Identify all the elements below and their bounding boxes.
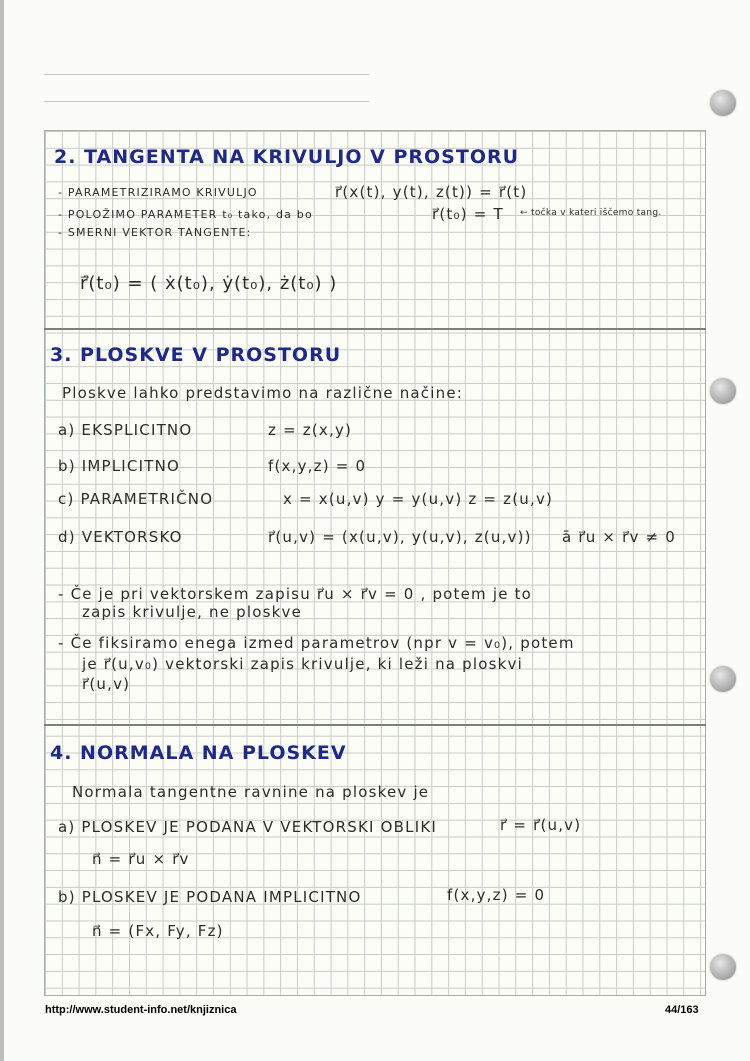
binder-hole xyxy=(710,90,736,116)
section-3-note-2-cont: r⃗(u,v) xyxy=(82,675,131,693)
section-3-note-1-cont: zapis krivulje, ne ploskve xyxy=(82,603,303,621)
binder-hole xyxy=(710,954,736,980)
section-4-case-b-formula: f(x,y,z) = 0 xyxy=(447,886,546,904)
binder-hole xyxy=(710,378,736,404)
surface-form-label: c) PARAMETRIČNO xyxy=(58,490,214,508)
surface-form-formula: f(x,y,z) = 0 xyxy=(268,457,367,475)
page-edge xyxy=(0,0,4,1061)
section-4-case-a-formula: r⃗ = r⃗(u,v) xyxy=(500,816,582,834)
section-divider xyxy=(44,328,706,330)
section-2-title: 2. TANGENTA NA KRIVULJO V PROSTORU xyxy=(54,146,520,168)
section-3-note-2: - Če fiksiramo enega izmed parametrov (npr v = v₀), potem xyxy=(58,634,575,652)
section-2-step-1-formula: r⃗(x(t), y(t), z(t)) = r⃗(t) xyxy=(335,183,528,201)
surface-form-formula: x = x(u,v) y = y(u,v) z = z(u,v) xyxy=(283,490,554,508)
section-4-title: 4. NORMALA NA PLOSKEV xyxy=(50,742,347,764)
section-4-case-b: b) PLOSKEV JE PODANA IMPLICITNO xyxy=(58,888,362,906)
section-2-step-1: - PARAMETRIZIRAMO KRIVULJO xyxy=(58,186,258,199)
section-2-step-2-formula: r⃗(t₀) = T xyxy=(432,205,504,223)
section-4-case-a-normal: n⃗ = r⃗u × r⃗v xyxy=(92,850,190,868)
section-3-title: 3. PLOSKVE V PROSTORU xyxy=(50,344,342,366)
section-4-intro: Normala tangentne ravnine na ploskev je xyxy=(72,783,430,801)
footer-url[interactable]: http://www.student-info.net/knjiznica xyxy=(45,1004,237,1016)
surface-form-label: a) EKSPLICITNO xyxy=(58,421,193,439)
header-rule-1 xyxy=(44,74,369,75)
section-divider xyxy=(44,724,706,726)
surface-form-formula: r⃗(u,v) = (x(u,v), y(u,v), z(u,v)) xyxy=(268,528,532,546)
surface-form-formula: z = z(x,y) xyxy=(268,421,353,439)
surface-form-condition: ā r⃗u × r⃗v ≠ 0 xyxy=(562,528,677,546)
surface-form-label: b) IMPLICITNO xyxy=(58,457,181,475)
section-3-note-1: - Če je pri vektorskem zapisu r⃗u × r⃗v = 0 , potem je to xyxy=(58,585,533,603)
section-2-tangent-formula: r⃗̇(t₀) = ( ẋ(t₀), ẏ(t₀), ż(t₀) ) xyxy=(80,273,338,294)
section-3-note-2-cont: je r⃗(u,v₀) vektorski zapis krivulje, ki leži na ploskvi xyxy=(82,655,523,673)
section-2-step-2: - POLOŽIMO PARAMETER t₀ tako, da bo xyxy=(58,208,313,221)
section-3-intro: Ploskve lahko predstavimo na različne načine: xyxy=(62,384,464,402)
section-2-step-2-note: ← točka v kateri iščemo tang. xyxy=(520,208,662,218)
binder-hole xyxy=(710,666,736,692)
header-rule-2 xyxy=(44,101,369,102)
section-2-step-3: - SMERNI VEKTOR TANGENTE: xyxy=(58,226,252,239)
section-4-case-b-normal: n⃗ = (Fx, Fy, Fz) xyxy=(92,922,224,940)
surface-form-label: d) VEKTORSKO xyxy=(58,528,183,546)
page-number: 44/163 xyxy=(665,1004,699,1016)
section-4-case-a: a) PLOSKEV JE PODANA V VEKTORSKI OBLIKI xyxy=(58,818,437,836)
